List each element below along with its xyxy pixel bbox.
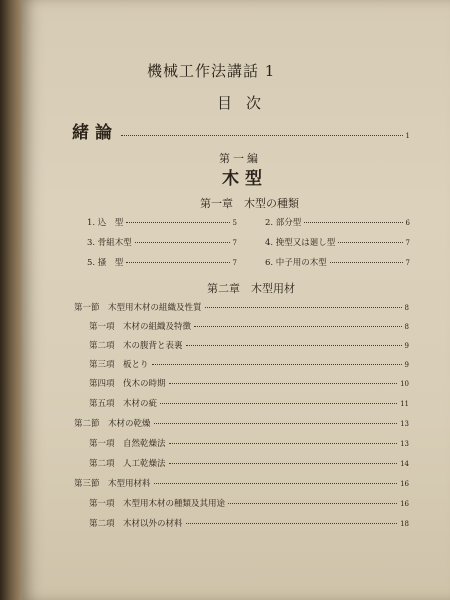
toc-entry [265, 216, 410, 228]
toc-entry-page: 8 [404, 304, 409, 312]
toc-entry [89, 358, 409, 370]
toc-entry [74, 477, 409, 489]
leader-dots [169, 463, 398, 464]
toc-entry-label: 6. 中子用の木型 [265, 258, 327, 268]
leader-dots [194, 326, 402, 327]
toc-entry-label: 第三項 板とり [89, 360, 149, 370]
toc-entry-label: 第四項 伐木の時期 [89, 379, 166, 389]
toc-entry [89, 517, 409, 529]
toc-entry-label: 第二項 木材以外の材料 [89, 519, 183, 529]
toc-entry-page: 5 [232, 219, 237, 227]
leader-dots [228, 503, 397, 504]
toc-entry-intro [72, 118, 410, 143]
book-spine [0, 0, 24, 600]
toc-entry-label: 第一項 自然乾燥法 [89, 439, 166, 449]
toc-entry [265, 256, 410, 268]
leader-dots [330, 262, 403, 263]
toc-entry-page: 9 [404, 342, 409, 350]
toc-entry-page: 7 [405, 259, 410, 267]
toc-entry [89, 497, 409, 509]
toc-entry-page: 18 [400, 520, 409, 528]
toc-entry-label: 2. 部分型 [265, 218, 302, 228]
toc-entry-page: 7 [405, 239, 410, 247]
toc-entry-page: 13 [400, 440, 409, 448]
toc-entry-page: 10 [400, 380, 409, 388]
chapter-2-heading: 第二章 木型用材 [207, 282, 295, 295]
toc-entry [265, 236, 410, 248]
toc-entry-label: 第三節 木型用材料 [74, 479, 151, 489]
leader-dots [304, 222, 402, 223]
toc-entry-page: 6 [405, 219, 410, 227]
toc-entry-page: 11 [400, 400, 409, 408]
leader-dots [126, 262, 229, 263]
toc-entry [89, 320, 409, 332]
part-label: 第一編 [219, 152, 261, 165]
toc-entry-label: 4. 挽型又は廻し型 [265, 238, 336, 248]
leader-dots [154, 483, 398, 484]
leader-dots [126, 222, 229, 223]
toc-entry [87, 256, 237, 268]
toc-entry [89, 397, 409, 409]
toc-entry [87, 236, 237, 248]
toc-entry-label: 第五項 木材の疵 [89, 399, 158, 409]
book-page [22, 0, 450, 600]
part-title: 木型 [222, 169, 268, 189]
toc-entry-label: 5. 搔 型 [87, 258, 124, 268]
leader-dots [205, 307, 402, 308]
leader-dots [186, 523, 398, 524]
toc-entry-page: 16 [400, 480, 409, 488]
toc-entry-label: 第二項 人工乾燥法 [89, 459, 166, 469]
toc-entry-label: 1. 込 型 [87, 218, 124, 228]
toc-entry-page: 1 [405, 132, 410, 140]
toc-entry [89, 437, 409, 449]
leader-dots [169, 443, 398, 444]
toc-entry-label: 第一項 木材の組織及特徴 [89, 322, 192, 332]
toc-entry-page: 7 [232, 239, 237, 247]
leader-dots [154, 423, 398, 424]
toc-entry-label: 3. 骨組木型 [87, 238, 132, 248]
toc-entry-label: 第一節 木型用木材の組織及性質 [74, 303, 202, 313]
toc-entry-page: 14 [400, 460, 409, 468]
toc-entry [74, 301, 409, 313]
toc-entry-label: 第二節 木材の乾燥 [74, 419, 151, 429]
toc-entry-page: 16 [400, 500, 409, 508]
toc-entry [87, 216, 237, 228]
leader-dots [135, 242, 230, 243]
chapter-1-heading: 第一章 木型の種類 [200, 197, 299, 210]
toc-entry-page: 9 [404, 361, 409, 369]
toc-entry-label: 緒論 [72, 123, 118, 143]
toc-entry [89, 377, 409, 389]
toc-entry-page: 8 [404, 323, 409, 331]
leader-dots [160, 403, 397, 404]
book-title: 機械工作法講話 1 [147, 62, 276, 80]
toc-heading: 目次 [217, 94, 276, 112]
toc-entry-label: 第一項 木型用木材の種類及其用途 [89, 499, 226, 509]
toc-entry-page: 7 [232, 259, 237, 267]
toc-entry [89, 339, 409, 351]
toc-entry-page: 13 [400, 420, 409, 428]
toc-entry-label: 第二項 木の腹背と表裏 [89, 341, 183, 351]
leader-dots [152, 364, 402, 365]
leader-dots [169, 383, 398, 384]
leader-dots [338, 242, 402, 243]
leader-dots [121, 135, 403, 136]
toc-entry [74, 417, 409, 429]
toc-entry [89, 457, 409, 469]
leader-dots [186, 345, 402, 346]
